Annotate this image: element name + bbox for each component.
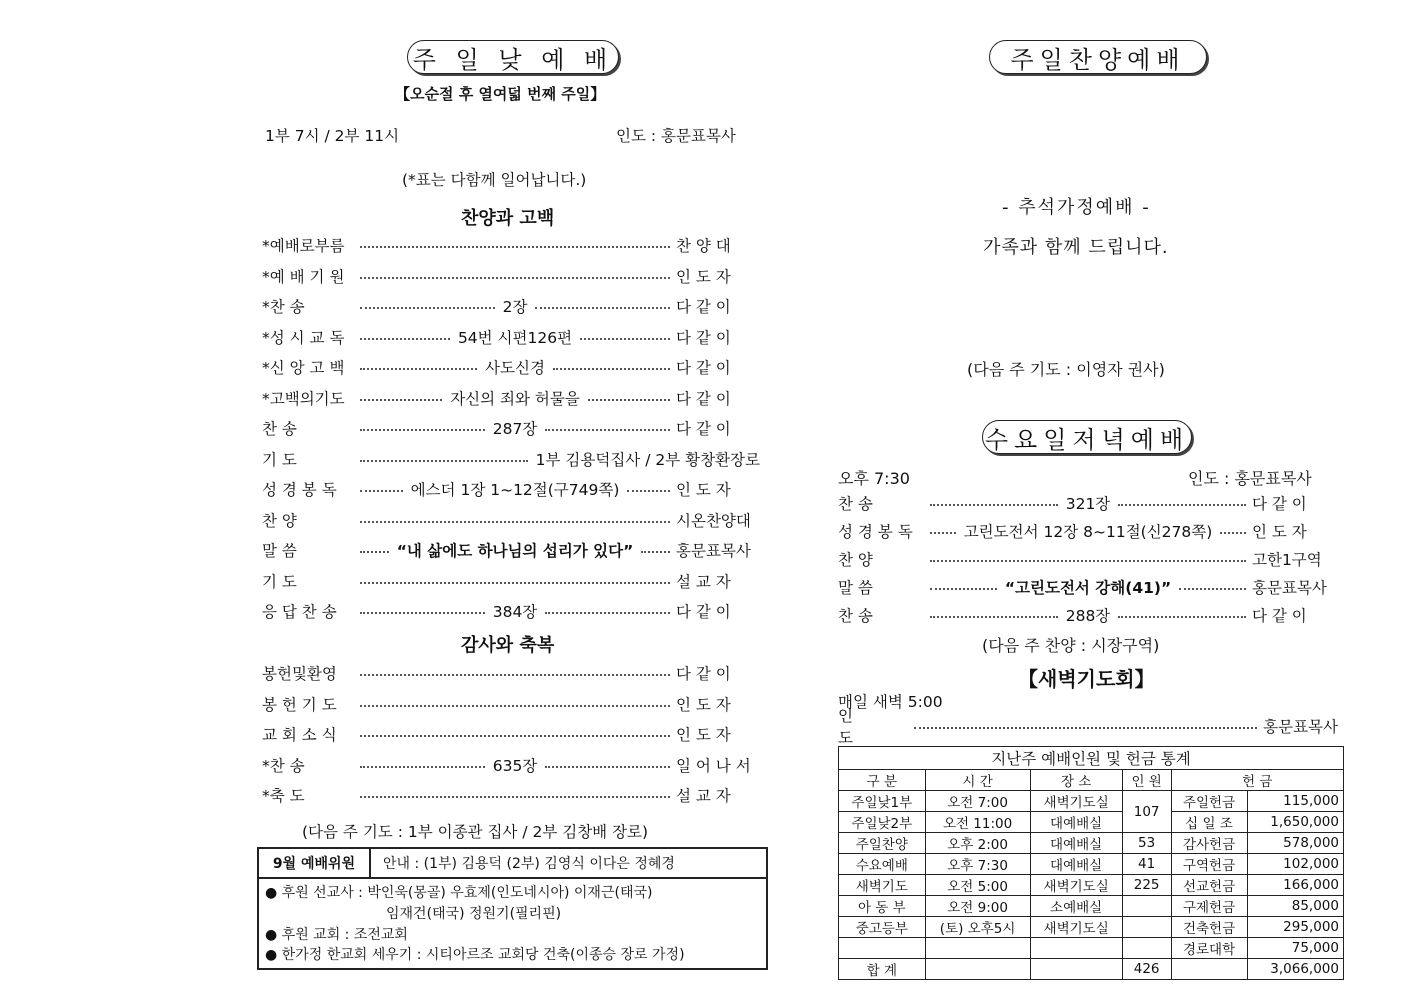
leader-dots (1118, 504, 1246, 506)
table-row (839, 917, 1344, 938)
service-cell: 주일낮2부 (839, 812, 926, 833)
time-cell: 오전 7:00 (925, 791, 1030, 812)
leader-dots (360, 612, 485, 614)
dawn-leader-row (838, 707, 1338, 747)
time-cell: 오전 5:00 (925, 875, 1030, 896)
table-row (839, 854, 1344, 875)
worship-item-row (262, 264, 762, 288)
place-cell: 새벽기도실 (1030, 917, 1122, 938)
leader-dots (627, 490, 670, 492)
empty-cell (925, 959, 1030, 980)
worship-item-person: 인 도 자 (676, 481, 731, 499)
header-cell: 구 분 (839, 770, 926, 791)
leader-dots (545, 612, 670, 614)
dawn-prayer-title: 【새벽기도회】 (1018, 667, 1155, 691)
worship-item-label: *찬 송 (262, 756, 305, 775)
wed-item-detail: 288장 (1065, 607, 1111, 625)
service-cell: 수요예배 (839, 854, 926, 875)
wed-item-row (838, 575, 1338, 599)
offering-amount-cell: 1,650,000 (1247, 812, 1344, 833)
leader-dots (360, 460, 528, 462)
leader-dots (360, 399, 442, 401)
worship-item-person: 인 도 자 (676, 695, 731, 714)
worship-item-detail: 54번 시편126편 (457, 328, 573, 347)
worship-item-label: 성 경 봉 독 (262, 481, 337, 499)
leader-dots (360, 277, 670, 279)
leader-dots (360, 368, 477, 370)
worship-item-detail: 635장 (492, 756, 538, 775)
worship-item-label: 봉헌및환영 (262, 665, 337, 683)
wed-item-detail: 고린도전서 12장 8~11절(신278쪽) (963, 523, 1213, 541)
sunday-service-title: 주 일 낮 예 배 (407, 40, 619, 74)
worship-item-label: *성 시 교 독 (262, 328, 345, 347)
leader-dots (360, 246, 670, 248)
leader-dots (580, 338, 670, 340)
offering-type-cell: 구제헌금 (1171, 896, 1247, 917)
worship-item-person: 홍문표목사 (676, 542, 751, 560)
leader-dots (535, 307, 670, 309)
service-cell (839, 938, 926, 959)
leader-dots (641, 551, 670, 553)
wed-item-label: 찬 양 (838, 551, 873, 569)
wed-item-label: 성 경 봉 독 (838, 523, 913, 541)
missionaries-line: ● 후원 선교사 : 박인욱(몽골) 우효제(인도네시아) 이재근(태국) (265, 885, 653, 901)
worship-item-label: 말 씀 (262, 542, 297, 560)
wed-item-detail: “고린도전서 강해(41)” (1004, 579, 1172, 597)
worship-item-row (262, 692, 762, 716)
worship-item-label: 기 도 (262, 450, 297, 469)
wednesday-time: 오후 7:30 (838, 469, 910, 488)
subtitle: 【오순절 후 열여덟 번째 주일】 (395, 85, 606, 103)
attendance-cell: 53 (1122, 833, 1171, 854)
table-row (839, 812, 1344, 833)
leader-dots (553, 368, 670, 370)
worship-item-person: 설 교 자 (676, 787, 731, 805)
offering-type-cell: 선교헌금 (1171, 875, 1247, 896)
place-cell: 대예배실 (1030, 812, 1122, 833)
service-cell: 아 동 부 (839, 896, 926, 917)
worship-item-person: 시온찬양대 (676, 511, 751, 530)
leader-dots (360, 735, 670, 737)
total-row (839, 959, 1344, 980)
worship-item-row (262, 753, 762, 777)
worship-item-detail: 287장 (492, 420, 538, 438)
leader-dots (360, 307, 495, 309)
attendance-cell (1122, 917, 1171, 938)
leader-dots (360, 705, 670, 707)
wed-item-person: 고한1구역 (1252, 551, 1322, 569)
worship-item-detail: 384장 (492, 603, 538, 621)
wed-item-person: 인 도 자 (1252, 523, 1307, 541)
worship-item-detail: 에스더 1장 1~12절(구749쪽) (410, 481, 620, 499)
worship-item-detail: 자신의 죄와 허물을 (450, 389, 580, 408)
table-row (839, 875, 1344, 896)
offering-type-cell: 경로대학 (1171, 938, 1247, 959)
offering-type-cell: 건축헌금 (1171, 917, 1247, 938)
wed-item-detail: 321장 (1065, 495, 1111, 513)
wed-item-label: 찬 송 (838, 495, 873, 513)
wednesday-leader: 인도 : 홍문표목사 (1188, 469, 1312, 488)
offering-type-cell: 주일헌금 (1171, 791, 1247, 812)
empty-cell (1030, 959, 1122, 980)
worship-item-person: 찬 양 대 (676, 237, 731, 255)
worship-item-person: 다 같 이 (676, 328, 731, 347)
service-cell: 주일찬양 (839, 833, 926, 854)
stats-header-row (839, 770, 1344, 791)
time-cell: 오전 11:00 (925, 812, 1030, 833)
worship-item-label: 찬 양 (262, 511, 297, 530)
worship-item-row (262, 661, 762, 685)
section-praise-confession: 찬양과 고백 (461, 208, 555, 229)
committee-header: 9월 예배위원 (259, 849, 371, 879)
worship-item-label: 교 회 소 식 (262, 726, 337, 744)
church-plant: ● 한가정 한교회 세우기 : 시티아르조 교회당 건축(이종승 장로 가정) (265, 947, 685, 963)
worship-item-person: 다 같 이 (676, 389, 731, 408)
attendance-cell: 107 (1122, 791, 1171, 833)
committee-box (257, 847, 768, 970)
offering-amount-cell: 75,000 (1247, 938, 1344, 959)
right-next-prayer: (다음 주 기도 : 이영자 권사) (967, 360, 1165, 379)
empty-cell (1171, 959, 1247, 980)
offering-amount-cell: 578,000 (1247, 833, 1344, 854)
worship-item-person: 설 교 자 (676, 572, 731, 591)
attendance-cell: 41 (1122, 854, 1171, 875)
chuseok-title: - 추석가정예배 - (1002, 197, 1151, 218)
leader-dots (360, 582, 670, 584)
wed-item-label: 찬 송 (838, 607, 873, 625)
worship-item-label: 찬 송 (262, 420, 297, 438)
worship-item-person: 일 어 나 서 (676, 756, 751, 775)
leader-dots (930, 560, 1246, 562)
worship-item-label: *고백의기도 (262, 389, 345, 408)
service-cell: 주일낮1부 (839, 791, 926, 812)
dawn-time: 매일 새벽 5:00 (838, 693, 943, 711)
worship-item-detail: 사도신경 (485, 359, 545, 377)
family-note: 가족과 함께 드립니다. (983, 237, 1169, 258)
service-times: 1부 7시 / 2부 11시 (265, 127, 400, 145)
leader-dots (545, 429, 670, 431)
attendance-cell (1122, 896, 1171, 917)
wed-item-person: 다 같 이 (1252, 495, 1307, 513)
header-cell: 시 간 (925, 770, 1030, 791)
leader-dots (360, 674, 670, 676)
wed-item-row (838, 603, 1338, 627)
worship-item-label: 응 답 찬 송 (262, 603, 337, 621)
time-cell (925, 938, 1030, 959)
leader-dots (914, 727, 1257, 729)
offering-type-cell: 십 일 조 (1171, 812, 1247, 833)
offering-amount-cell: 166,000 (1247, 875, 1344, 896)
worship-item-row (262, 508, 762, 532)
total-label: 합 계 (839, 959, 926, 980)
leader-dots (1220, 532, 1246, 534)
leader-dots (360, 521, 670, 523)
standing-note: (*표는 다함께 일어납니다.) (402, 171, 587, 189)
wed-item-person: 다 같 이 (1252, 607, 1307, 625)
leader-dots (360, 429, 485, 431)
worship-item-row (262, 233, 762, 257)
missionaries-line2: 임재건(태국) 정원기(필리핀) (386, 906, 562, 922)
dawn-leader: 홍문표목사 (1263, 718, 1338, 736)
worship-item-row (262, 569, 762, 593)
worship-item-person: 다 같 이 (676, 665, 731, 683)
offering-amount-cell: 85,000 (1247, 896, 1344, 917)
worship-item-label: 기 도 (262, 572, 297, 591)
worship-item-row (262, 294, 762, 318)
leader-dots (360, 551, 389, 553)
wed-item-row (838, 547, 1338, 571)
service-cell: 새벽기도 (839, 875, 926, 896)
leader-dots (360, 796, 670, 798)
worship-item-label: *예 배 기 원 (262, 267, 345, 286)
worship-item-person: 다 같 이 (676, 420, 731, 438)
place-cell: 소예배실 (1030, 896, 1122, 917)
header-cell: 장 소 (1030, 770, 1122, 791)
worship-item-person: 다 같 이 (676, 603, 731, 621)
worship-item-row (262, 783, 762, 807)
worship-item-row (262, 447, 762, 471)
usher-guide: 안내 : (1부) 김용덕 (2부) 김영식 이다은 정혜경 (369, 849, 766, 879)
time-cell: 오후 7:30 (925, 854, 1030, 875)
offering-amount-cell: 295,000 (1247, 917, 1344, 938)
worship-item-row (262, 722, 762, 746)
worship-item-row (262, 355, 762, 379)
place-cell: 새벽기도실 (1030, 875, 1122, 896)
time-cell: 오후 2:00 (925, 833, 1030, 854)
header-cell: 헌 금 (1171, 770, 1343, 791)
worship-item-detail: 1부 김용덕집사 / 2부 황창환장로 (535, 450, 760, 469)
attendance-cell: 225 (1122, 875, 1171, 896)
section-thanks-blessing: 감사와 축복 (461, 635, 555, 656)
table-row (839, 938, 1344, 959)
leader-dots (930, 588, 997, 590)
weekly-statistics-table (838, 746, 1344, 980)
worship-item-person: 인 도 자 (676, 726, 731, 744)
worship-item-row (262, 325, 762, 349)
leader-dots (930, 532, 956, 534)
leader-dots (360, 490, 403, 492)
worship-item-detail: 2장 (502, 298, 528, 316)
table-row (839, 896, 1344, 917)
total-offering: 3,066,000 (1247, 959, 1344, 980)
offering-amount-cell: 102,000 (1247, 854, 1344, 875)
next-week-prayer: (다음 주 기도 : 1부 이종관 집사 / 2부 김창배 장로) (302, 823, 649, 841)
supported-church: ● 후원 교회 : 조전교회 (265, 927, 408, 943)
worship-item-row (262, 599, 762, 623)
leader-dots (588, 399, 670, 401)
place-cell: 새벽기도실 (1030, 791, 1122, 812)
leader-dots (1118, 616, 1246, 618)
worship-item-label: *신 앙 고 백 (262, 359, 345, 377)
table-row (839, 791, 1344, 812)
leader-dots (930, 616, 1058, 618)
wed-item-person: 홍문표목사 (1252, 579, 1327, 597)
table-row (839, 833, 1344, 854)
worship-item-person: 다 같 이 (676, 359, 731, 377)
service-leader: 인도 : 홍문표목사 (616, 127, 736, 145)
time-cell: 오전 9:00 (925, 896, 1030, 917)
offering-type-cell: 구역헌금 (1171, 854, 1247, 875)
worship-item-person: 다 같 이 (676, 298, 731, 316)
leader-dots (360, 766, 485, 768)
attendance-cell (1122, 938, 1171, 959)
wednesday-service-title: 수요일저녁예배 (982, 420, 1192, 454)
wed-item-row (838, 491, 1338, 515)
total-attendance: 426 (1122, 959, 1171, 980)
next-week-praise: (다음 주 찬양 : 시장구역) (982, 636, 1160, 655)
worship-item-label: 봉 헌 기 도 (262, 695, 337, 714)
time-cell: (토) 오후5시 (925, 917, 1030, 938)
wed-item-row (838, 519, 1338, 543)
place-cell (1030, 938, 1122, 959)
offering-type-cell: 감사헌금 (1171, 833, 1247, 854)
place-cell: 대예배실 (1030, 854, 1122, 875)
worship-item-person: 인 도 자 (676, 267, 731, 286)
praise-service-title: 주일찬양예배 (989, 40, 1207, 74)
leader-dots (360, 338, 450, 340)
header-cell: 인 원 (1122, 770, 1171, 791)
worship-item-label: *축 도 (262, 787, 305, 805)
service-cell: 중고등부 (839, 917, 926, 938)
offering-amount-cell: 115,000 (1247, 791, 1344, 812)
leader-dots (930, 504, 1058, 506)
place-cell: 대예배실 (1030, 833, 1122, 854)
worship-item-label: *예배로부름 (262, 237, 345, 255)
worship-item-detail: “내 삶에도 하나님의 섭리가 있다” (396, 542, 634, 560)
worship-item-row (262, 416, 762, 440)
worship-item-label: *찬 송 (262, 298, 305, 316)
worship-item-row (262, 386, 762, 410)
leader-dots (545, 766, 670, 768)
stats-title: 지난주 예배인원 및 헌금 통계 (839, 747, 1344, 770)
wed-item-label: 말 씀 (838, 579, 873, 597)
worship-item-row (262, 538, 762, 562)
worship-item-row (262, 477, 762, 501)
leader-dots (1179, 588, 1246, 590)
dawn-label: 인 도 (838, 707, 871, 747)
